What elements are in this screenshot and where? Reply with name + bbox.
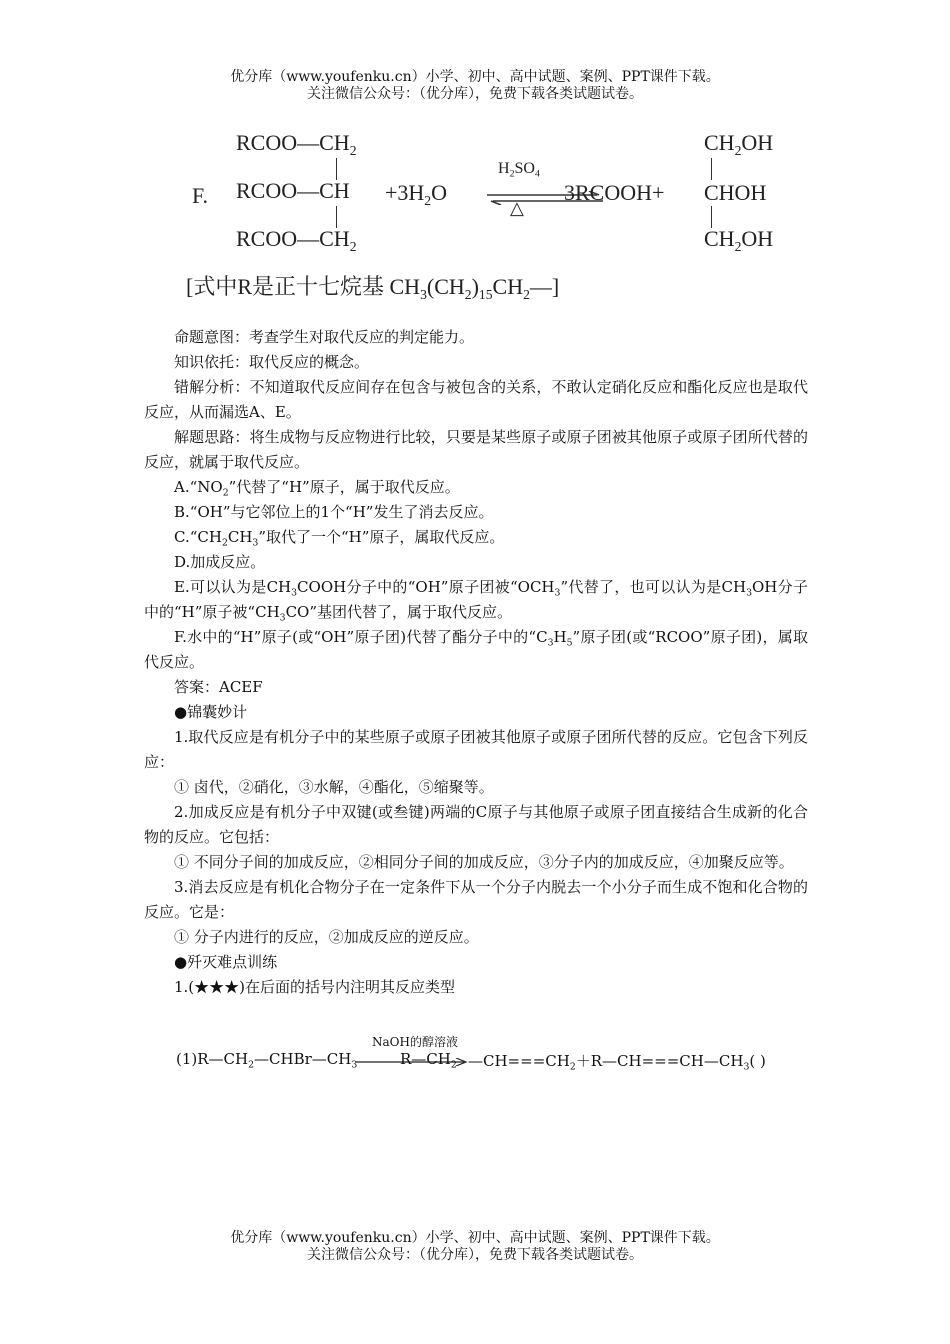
paragraph: 知识依托：取代反应的概念。 — [174, 353, 370, 371]
glycerol-bot: $CH_2OH$ — [704, 226, 774, 254]
glycerol-top: $CH_2OH$ — [704, 130, 774, 158]
question-1: 1.(★★★)在后面的括号内注明其反应类型 — [174, 978, 456, 996]
option-c: $C.“CH_2CH_3$”取代了一个“H”原子，属取代反应。 — [174, 528, 505, 549]
tip-2-list: ① 不同分子间的加成反应，②相同分子间的加成反应，③分子内的加成反应，④加聚反应等。 — [174, 853, 794, 871]
header-line-2: 关注微信公众号：（优分库），免费下载各类试题试卷。 — [307, 86, 643, 102]
glycerol-mid: CHOH — [704, 180, 767, 205]
bond-line — [711, 206, 712, 228]
heat-symbol: △ — [510, 198, 524, 218]
tip-3: 3.消去反应是有机化合物分子在一定条件下从一个分子内脱去一个小分子而生成不饱和化合物的反应。它是： — [144, 878, 808, 921]
product-acid: 3RCOOH+ — [564, 180, 665, 205]
ester-row-bot: $RCOO—CH_2$ — [236, 226, 357, 254]
header-line-1: 优分库（www.youfenku.cn）小学、初中、高中试题、案例、PPT课件下载。 — [230, 69, 720, 85]
ester-row-mid: RCOO—CH — [236, 178, 350, 203]
tip-1-list: ① 卤代，②硝化，③水解，④酯化，⑤缩聚等。 — [174, 778, 494, 796]
catalyst-label: $H_2SO_4$ — [498, 160, 540, 180]
footer-line-1: 优分库（www.youfenku.cn）小学、初中、高中试题、案例、PPT课件下载。 — [230, 1230, 720, 1246]
page-footer — [0, 1230, 950, 1264]
tip-2: 2.加成反应是有机分子中双键(或叁键)两端的C原子与其他原子或原子团直接结合生成新的化合物的反应。它包括： — [144, 803, 808, 846]
bond-line — [336, 158, 337, 180]
answer: 答案：ACEF — [174, 678, 263, 696]
reaction-condition: NaOH的醇溶液 — [372, 1035, 458, 1049]
paragraph: 命题意图：考查学生对取代反应的判定能力。 — [174, 328, 475, 346]
paragraph: 解题思路：将生成物与反应物进行比较，只要是某些原子或原子团被其他原子或原子团所代替的反应，就属于取代反应。 — [144, 428, 808, 471]
tip-1: 1.取代反应是有机分子中的某些原子或原子团被其他原子或原子团所代替的反应。它包含下列反应： — [144, 728, 808, 771]
section-heading-tips: ●锦囊妙计 — [174, 703, 248, 721]
option-d: D.加成反应。 — [174, 553, 266, 571]
document-body — [144, 325, 808, 1000]
saponification-figure — [180, 118, 820, 303]
reaction-overlap: $R—CH_2$ — [400, 1050, 457, 1071]
tip-3-list: ① 分子内进行的反应，②加成反应的逆反应。 — [174, 928, 479, 946]
bond-line — [336, 206, 337, 228]
footer-line-2: 关注微信公众号：（优分库），免费下载各类试题试卷。 — [307, 1247, 643, 1263]
option-e: E.可以认为是$CH_3COOH$分子中的“OH”原子团被“$OCH_3$”代替了，也可以认为是$CH_3OH$分子中的“H”原子被“$CH_3CO$”基团代替了，属于取代反应。 — [144, 578, 808, 624]
figure-note: [式中R是正十七烷基 $CH_3(CH_2)_{15}CH_2—$] — [186, 274, 560, 302]
option-f: F.水中的“H”原子(或“OH”原子团)代替了酯分子中的“$C_3H_5$”原子团(或“RCOO”原子团)，属取代反应。 — [144, 628, 809, 671]
figure-label: F. — [192, 183, 208, 208]
ester-row-top: $RCOO—CH_2$ — [236, 130, 357, 158]
option-a: $A.“NO_2$”代替了“H”原子，属于取代反应。 — [174, 478, 460, 499]
reaction-line — [176, 1035, 816, 1080]
page-header — [0, 69, 950, 103]
water-term: $+3H_2O$ — [385, 180, 447, 208]
option-b: B.“OH”与它邻位上的1个“H”发生了消去反应。 — [174, 503, 494, 521]
bond-line — [711, 158, 712, 180]
paragraph: 错解分析：不知道取代反应间存在包含与被包含的关系，不敢认定硝化反应和酯化反应也是取代反应，从而漏选A、E。 — [144, 378, 808, 421]
reaction-products: $—CH===CH_2+R—CH===CH—CH_3$( ) — [468, 1052, 766, 1073]
section-heading-training: ●歼灭难点训练 — [174, 953, 278, 971]
reaction-reactant: $(1)R—CH_2—CHBr—CH_3$ — [176, 1050, 358, 1071]
